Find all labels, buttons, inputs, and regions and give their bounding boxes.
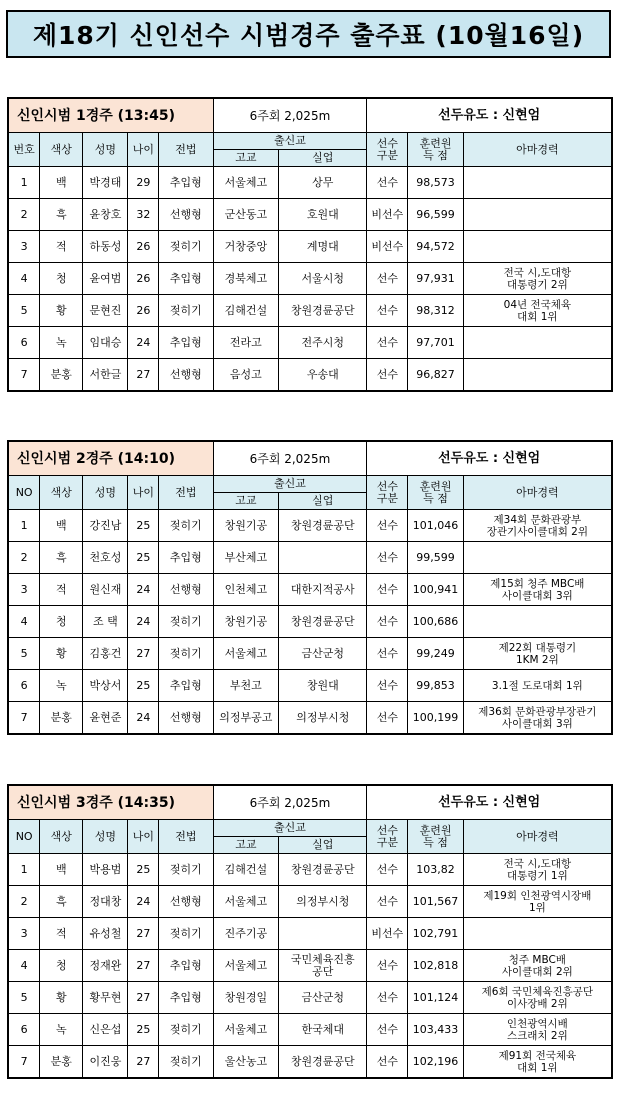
cell-kind: 선수	[367, 295, 408, 327]
pacer-label: 선두유도 : 신현엄	[367, 785, 612, 820]
cell-no: 2	[8, 199, 40, 231]
cell-no: 2	[8, 886, 40, 918]
cell-no: 7	[8, 1046, 40, 1079]
cell-no: 3	[8, 574, 40, 606]
cell-color: 황	[40, 638, 83, 670]
cell-score: 98,573	[408, 167, 463, 199]
cell-career: 제36회 문화관광부장관기 사이클대회 3위	[463, 702, 612, 735]
col-header-tactic: 전법	[159, 820, 213, 854]
cell-age: 25	[128, 854, 159, 886]
col-header-high: 고교	[213, 837, 279, 854]
cell-age: 27	[128, 638, 159, 670]
race-table	[7, 784, 613, 1079]
race-name: 신인시범 2경주 (14:10)	[8, 441, 213, 476]
cell-tactic: 젖히기	[159, 638, 213, 670]
cell-name: 서한글	[83, 359, 128, 392]
table-row	[8, 263, 612, 295]
cell-high: 인천체고	[213, 574, 279, 606]
cell-univ: 의정부시청	[279, 886, 367, 918]
cell-no: 6	[8, 670, 40, 702]
cell-tactic: 젖히기	[159, 918, 213, 950]
cell-no: 1	[8, 854, 40, 886]
cell-career: 전국 시,도대항 대통령기 1위	[463, 854, 612, 886]
col-header-school: 출신교	[213, 820, 367, 837]
cell-name: 유성철	[83, 918, 128, 950]
cell-tactic: 젖히기	[159, 1046, 213, 1079]
cell-color: 흑	[40, 199, 83, 231]
cell-no: 5	[8, 982, 40, 1014]
pacer-label: 선두유도 : 신현엄	[367, 98, 612, 133]
cell-career: 제91회 전국체육 대회 1위	[463, 1046, 612, 1079]
cell-high: 거창중앙	[213, 231, 279, 263]
cell-score: 103,433	[408, 1014, 463, 1046]
table-row	[8, 295, 612, 327]
cell-tactic: 젖히기	[159, 606, 213, 638]
col-header-high: 고교	[213, 493, 279, 510]
cell-career: 청주 MBC배 사이클대회 2위	[463, 950, 612, 982]
cell-tactic: 선행형	[159, 359, 213, 392]
cell-age: 32	[128, 199, 159, 231]
cell-age: 26	[128, 231, 159, 263]
cell-age: 26	[128, 263, 159, 295]
cell-name: 윤창호	[83, 199, 128, 231]
table-row	[8, 359, 612, 392]
cell-name: 정대창	[83, 886, 128, 918]
col-header-tactic: 전법	[159, 133, 213, 167]
cell-univ: 호원대	[279, 199, 367, 231]
cell-age: 25	[128, 670, 159, 702]
cell-name: 황무현	[83, 982, 128, 1014]
col-header-age: 나이	[128, 133, 159, 167]
cell-color: 백	[40, 510, 83, 542]
cell-no: 4	[8, 606, 40, 638]
cell-kind: 비선수	[367, 231, 408, 263]
col-header-age: 나이	[128, 820, 159, 854]
cell-career: 3.1절 도로대회 1위	[463, 670, 612, 702]
cell-age: 24	[128, 606, 159, 638]
cell-univ: 의정부시청	[279, 702, 367, 735]
cell-age: 29	[128, 167, 159, 199]
cell-career: 전국 시,도대항 대통령기 2위	[463, 263, 612, 295]
cell-high: 경북체고	[213, 263, 279, 295]
table-row	[8, 510, 612, 542]
cell-color: 녹	[40, 1014, 83, 1046]
cell-color: 황	[40, 295, 83, 327]
cell-no: 1	[8, 167, 40, 199]
table-row	[8, 950, 612, 982]
cell-no: 6	[8, 327, 40, 359]
cell-career: 인천광역시배 스크래치 2위	[463, 1014, 612, 1046]
cell-color: 적	[40, 574, 83, 606]
cell-age: 25	[128, 542, 159, 574]
cell-univ: 창원경륜공단	[279, 510, 367, 542]
cell-high: 서울체고	[213, 950, 279, 982]
col-header-no: 번호	[8, 133, 40, 167]
cell-color: 흑	[40, 542, 83, 574]
cell-tactic: 추입형	[159, 950, 213, 982]
col-header-career: 아마경력	[463, 476, 612, 510]
cell-age: 26	[128, 295, 159, 327]
cell-high: 울산농고	[213, 1046, 279, 1079]
race-table	[7, 97, 613, 392]
cell-score: 97,931	[408, 263, 463, 295]
cell-kind: 선수	[367, 327, 408, 359]
cell-color: 청	[40, 950, 83, 982]
col-header-school: 출신교	[213, 133, 367, 150]
table-row	[8, 1014, 612, 1046]
table-row	[8, 327, 612, 359]
cell-age: 24	[128, 702, 159, 735]
cell-kind: 선수	[367, 886, 408, 918]
table-row	[8, 1046, 612, 1079]
col-header-no: NO	[8, 820, 40, 854]
cell-tactic: 선행형	[159, 702, 213, 735]
cell-career: 제15회 청주 MBC배 사이클대회 3위	[463, 574, 612, 606]
cell-univ: 우송대	[279, 359, 367, 392]
cell-tactic: 선행형	[159, 574, 213, 606]
col-header-high: 고교	[213, 150, 279, 167]
cell-univ: 금산군청	[279, 638, 367, 670]
cell-no: 6	[8, 1014, 40, 1046]
col-header-age: 나이	[128, 476, 159, 510]
cell-high: 창원경일	[213, 982, 279, 1014]
cell-career: 제34회 문화관광부 장관기사이클대회 2위	[463, 510, 612, 542]
cell-high: 김해건설	[213, 295, 279, 327]
cell-career: 제19회 인천광역시장배 1위	[463, 886, 612, 918]
cell-kind: 선수	[367, 606, 408, 638]
cell-name: 박상서	[83, 670, 128, 702]
cell-high: 부천고	[213, 670, 279, 702]
cell-no: 3	[8, 918, 40, 950]
col-header-kind: 선수 구분	[367, 133, 408, 167]
cell-color: 분홍	[40, 359, 83, 392]
cell-color: 흑	[40, 886, 83, 918]
cell-high: 서울체고	[213, 638, 279, 670]
col-header-univ: 실업	[279, 837, 367, 854]
cell-score: 100,686	[408, 606, 463, 638]
cell-univ: 창원경륜공단	[279, 854, 367, 886]
cell-name: 윤현준	[83, 702, 128, 735]
cell-score: 102,791	[408, 918, 463, 950]
cell-univ	[279, 918, 367, 950]
cell-univ	[279, 542, 367, 574]
cell-high: 창원기공	[213, 510, 279, 542]
cell-age: 24	[128, 886, 159, 918]
cell-career: 04년 전국체육 대회 1위	[463, 295, 612, 327]
cell-no: 2	[8, 542, 40, 574]
cell-univ: 계명대	[279, 231, 367, 263]
cell-kind: 선수	[367, 263, 408, 295]
cell-score: 101,046	[408, 510, 463, 542]
cell-no: 7	[8, 702, 40, 735]
col-header-name: 성명	[83, 476, 128, 510]
cell-score: 103,82	[408, 854, 463, 886]
cell-color: 적	[40, 231, 83, 263]
table-row	[8, 854, 612, 886]
cell-color: 적	[40, 918, 83, 950]
cell-kind: 비선수	[367, 918, 408, 950]
cell-color: 백	[40, 167, 83, 199]
cell-kind: 선수	[367, 702, 408, 735]
col-header-score: 훈련원 득 점	[408, 820, 463, 854]
cell-name: 하동성	[83, 231, 128, 263]
cell-high: 서울체고	[213, 167, 279, 199]
table-row	[8, 918, 612, 950]
cell-name: 원신재	[83, 574, 128, 606]
cell-score: 101,124	[408, 982, 463, 1014]
table-row	[8, 702, 612, 735]
table-row	[8, 886, 612, 918]
cell-kind: 선수	[367, 542, 408, 574]
col-header-color: 색상	[40, 476, 83, 510]
table-row	[8, 982, 612, 1014]
cell-color: 녹	[40, 670, 83, 702]
cell-name: 신은섭	[83, 1014, 128, 1046]
cell-score: 98,312	[408, 295, 463, 327]
cell-kind: 선수	[367, 854, 408, 886]
col-header-name: 성명	[83, 133, 128, 167]
cell-career	[463, 231, 612, 263]
race-distance: 6주회 2,025m	[213, 441, 367, 476]
col-header-score: 훈련원 득 점	[408, 133, 463, 167]
cell-kind: 선수	[367, 1046, 408, 1079]
cell-univ: 국민체육진흥 공단	[279, 950, 367, 982]
cell-score: 99,249	[408, 638, 463, 670]
cell-career	[463, 606, 612, 638]
table-row	[8, 542, 612, 574]
cell-kind: 선수	[367, 574, 408, 606]
cell-color: 황	[40, 982, 83, 1014]
cell-color: 분홍	[40, 702, 83, 735]
cell-high: 군산동고	[213, 199, 279, 231]
cell-univ: 창원대	[279, 670, 367, 702]
cell-score: 102,818	[408, 950, 463, 982]
cell-kind: 선수	[367, 1014, 408, 1046]
cell-tactic: 추입형	[159, 327, 213, 359]
cell-age: 27	[128, 1046, 159, 1079]
cell-tactic: 젖히기	[159, 231, 213, 263]
cell-univ: 전주시청	[279, 327, 367, 359]
col-header-no: NO	[8, 476, 40, 510]
cell-univ: 금산군청	[279, 982, 367, 1014]
cell-career: 제6회 국민체육진흥공단 이사장배 2위	[463, 982, 612, 1014]
race-name: 신인시범 1경주 (13:45)	[8, 98, 213, 133]
cell-tactic: 추입형	[159, 167, 213, 199]
cell-univ: 서울시청	[279, 263, 367, 295]
table-row	[8, 167, 612, 199]
cell-age: 27	[128, 918, 159, 950]
cell-name: 박용범	[83, 854, 128, 886]
cell-name: 윤여범	[83, 263, 128, 295]
cell-name: 문현진	[83, 295, 128, 327]
col-header-tactic: 전법	[159, 476, 213, 510]
cell-univ: 창원경륜공단	[279, 1046, 367, 1079]
cell-tactic: 젖히기	[159, 854, 213, 886]
cell-color: 청	[40, 263, 83, 295]
cell-name: 천호성	[83, 542, 128, 574]
cell-color: 녹	[40, 327, 83, 359]
col-header-color: 색상	[40, 133, 83, 167]
cell-univ: 상무	[279, 167, 367, 199]
cell-high: 부산체고	[213, 542, 279, 574]
cell-color: 청	[40, 606, 83, 638]
cell-career	[463, 327, 612, 359]
cell-age: 24	[128, 574, 159, 606]
cell-kind: 비선수	[367, 199, 408, 231]
cell-age: 25	[128, 1014, 159, 1046]
pacer-label: 선두유도 : 신현엄	[367, 441, 612, 476]
cell-univ: 대한지적공사	[279, 574, 367, 606]
cell-no: 7	[8, 359, 40, 392]
cell-no: 4	[8, 263, 40, 295]
cell-kind: 선수	[367, 982, 408, 1014]
cell-tactic: 젖히기	[159, 510, 213, 542]
col-header-career: 아마경력	[463, 820, 612, 854]
cell-age: 24	[128, 327, 159, 359]
cell-tactic: 젖히기	[159, 295, 213, 327]
cell-color: 분홍	[40, 1046, 83, 1079]
cell-high: 전라고	[213, 327, 279, 359]
cell-high: 서울체고	[213, 886, 279, 918]
cell-tactic: 추입형	[159, 542, 213, 574]
cell-high: 서울체고	[213, 1014, 279, 1046]
cell-tactic: 추입형	[159, 982, 213, 1014]
race-distance: 6주회 2,025m	[213, 785, 367, 820]
cell-score: 102,196	[408, 1046, 463, 1079]
col-header-career: 아마경력	[463, 133, 612, 167]
cell-age: 25	[128, 510, 159, 542]
cell-high: 진주기공	[213, 918, 279, 950]
col-header-score: 훈련원 득 점	[408, 476, 463, 510]
race-name: 신인시범 3경주 (14:35)	[8, 785, 213, 820]
cell-career	[463, 918, 612, 950]
cell-age: 27	[128, 950, 159, 982]
cell-career	[463, 542, 612, 574]
cell-high: 음성고	[213, 359, 279, 392]
cell-univ: 창원경륜공단	[279, 295, 367, 327]
cell-univ: 창원경륜공단	[279, 606, 367, 638]
cell-high: 창원기공	[213, 606, 279, 638]
cell-no: 3	[8, 231, 40, 263]
cell-name: 김홍건	[83, 638, 128, 670]
cell-high: 김해건설	[213, 854, 279, 886]
table-row	[8, 199, 612, 231]
cell-kind: 선수	[367, 670, 408, 702]
cell-tactic: 선행형	[159, 886, 213, 918]
cell-no: 5	[8, 638, 40, 670]
cell-score: 96,599	[408, 199, 463, 231]
cell-tactic: 추입형	[159, 670, 213, 702]
table-row	[8, 670, 612, 702]
col-header-color: 색상	[40, 820, 83, 854]
cell-name: 강진남	[83, 510, 128, 542]
cell-kind: 선수	[367, 638, 408, 670]
cell-score: 96,827	[408, 359, 463, 392]
race-table	[7, 440, 613, 735]
cell-no: 5	[8, 295, 40, 327]
cell-name: 정재완	[83, 950, 128, 982]
cell-name: 이진웅	[83, 1046, 128, 1079]
cell-no: 4	[8, 950, 40, 982]
cell-color: 백	[40, 854, 83, 886]
race-distance: 6주회 2,025m	[213, 98, 367, 133]
cell-score: 99,853	[408, 670, 463, 702]
cell-score: 94,572	[408, 231, 463, 263]
cell-score: 100,199	[408, 702, 463, 735]
col-header-kind: 선수 구분	[367, 476, 408, 510]
cell-tactic: 추입형	[159, 263, 213, 295]
table-row	[8, 231, 612, 263]
cell-name: 임대승	[83, 327, 128, 359]
cell-kind: 선수	[367, 359, 408, 392]
cell-age: 27	[128, 982, 159, 1014]
cell-career	[463, 359, 612, 392]
cell-score: 101,567	[408, 886, 463, 918]
cell-tactic: 젖히기	[159, 1014, 213, 1046]
cell-kind: 선수	[367, 167, 408, 199]
cell-kind: 선수	[367, 510, 408, 542]
cell-age: 27	[128, 359, 159, 392]
col-header-univ: 실업	[279, 493, 367, 510]
table-row	[8, 638, 612, 670]
table-row	[8, 574, 612, 606]
col-header-name: 성명	[83, 820, 128, 854]
cell-name: 조 택	[83, 606, 128, 638]
cell-univ: 한국체대	[279, 1014, 367, 1046]
cell-name: 박경태	[83, 167, 128, 199]
col-header-school: 출신교	[213, 476, 367, 493]
cell-career	[463, 167, 612, 199]
cell-no: 1	[8, 510, 40, 542]
cell-score: 100,941	[408, 574, 463, 606]
cell-score: 99,599	[408, 542, 463, 574]
col-header-kind: 선수 구분	[367, 820, 408, 854]
cell-kind: 선수	[367, 950, 408, 982]
col-header-univ: 실업	[279, 150, 367, 167]
cell-score: 97,701	[408, 327, 463, 359]
cell-career: 제22회 대통령기 1KM 2위	[463, 638, 612, 670]
cell-career	[463, 199, 612, 231]
cell-tactic: 선행형	[159, 199, 213, 231]
table-row	[8, 606, 612, 638]
page-title: 제18기 신인선수 시범경주 출주표 (10월16일)	[6, 10, 611, 58]
cell-high: 의정부공고	[213, 702, 279, 735]
